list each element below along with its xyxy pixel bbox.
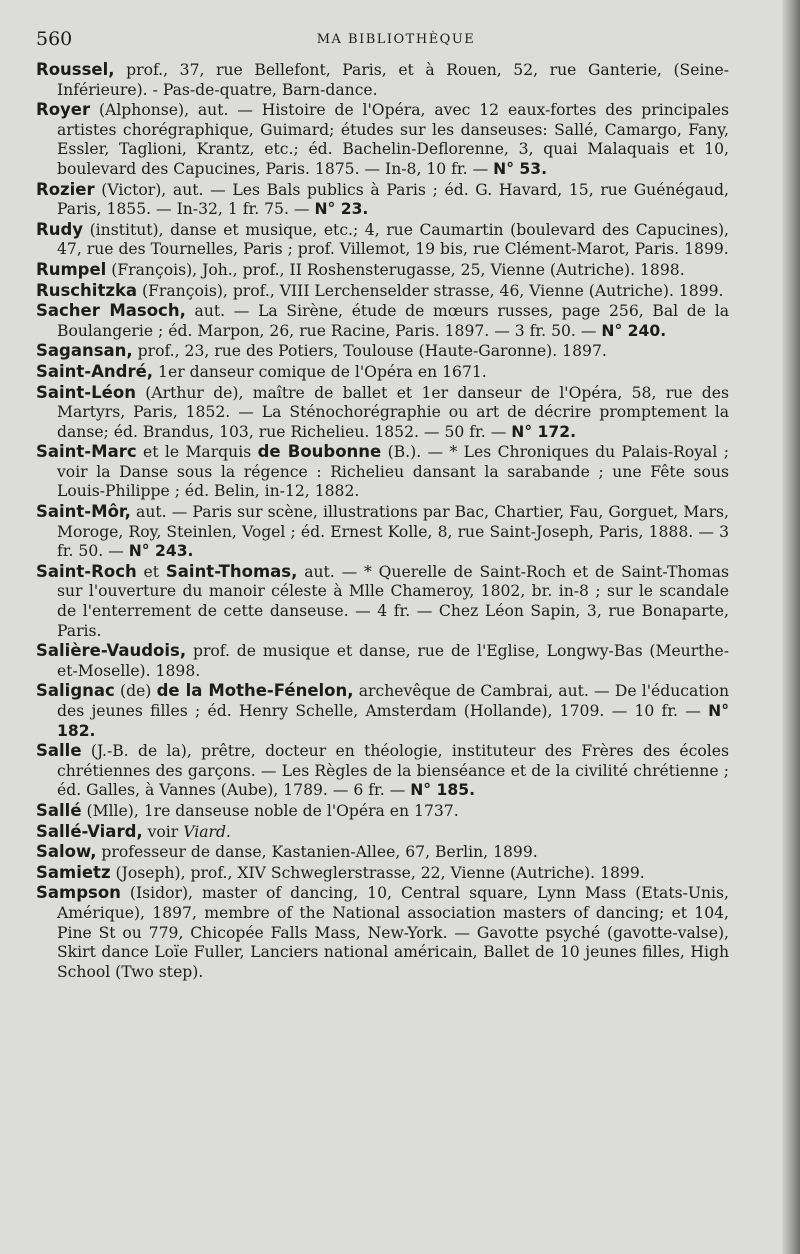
entry-headword-secondary: de la Mothe-Fénelon, bbox=[156, 681, 354, 701]
directory-entry bbox=[36, 883, 729, 982]
entry-text: prof., 23, rue des Potiers, Toulouse (Haute-Garonne). 1897. bbox=[132, 342, 607, 361]
entry-text: (J.-B. de la), prêtre, docteur en théologie, instituteur des Frères des écoles chrétiennes des garçons. — Les Règles de la bienséance et de la civilité chrétienne ; éd. Galles, à Vannes (Aube), 1789. — 6 fr. — bbox=[57, 742, 729, 800]
page-header bbox=[36, 28, 756, 52]
entry-headword: Saint-Roch bbox=[36, 561, 137, 581]
directory-entry bbox=[36, 60, 729, 100]
directory-entry bbox=[36, 260, 729, 281]
entry-catalog-number: N° 185. bbox=[410, 781, 476, 800]
entry-headword: Salow, bbox=[36, 842, 97, 862]
directory-entry bbox=[36, 383, 729, 443]
directory-entry bbox=[36, 502, 729, 562]
entry-text: voir bbox=[142, 822, 184, 841]
entry-headword: Sallé-Viard, bbox=[36, 821, 143, 841]
directory-entries bbox=[36, 60, 729, 982]
entry-text: (François), Joh., prof., II Roshensterugasse, 25, Vienne (Autriche). 1898. bbox=[106, 260, 685, 279]
entry-headword: Ruschitzka bbox=[36, 280, 138, 300]
entry-text: professeur de danse, Kastanien-Allee, 67, Berlin, 1899. bbox=[96, 843, 538, 862]
entry-text: prof., 37, rue Bellefont, Paris, et à Rouen, 52, rue Ganterie, (Seine-Inférieure). - Pas-de-quatre, Barn-dance. bbox=[57, 61, 729, 99]
entry-catalog-number: N° 182. bbox=[57, 702, 729, 740]
entry-headword: Rozier bbox=[36, 179, 95, 199]
entry-headword: Sallé bbox=[36, 800, 82, 820]
entry-headword: Royer bbox=[36, 100, 91, 120]
entry-text: aut. — Paris sur scène, illustrations par Bac, Chartier, Fau, Gorguet, Mars, Moroge, Roy, Steinlen, Vogel ; éd. Ernest Kolle, 8, rue Saint-Joseph, Paris, 1888. — 3 fr. 50. — bbox=[57, 503, 729, 561]
directory-entry bbox=[36, 641, 729, 681]
directory-entry bbox=[36, 341, 729, 362]
entry-headword: Sagansan, bbox=[36, 341, 133, 361]
entry-text: prof. de musique et danse, rue de l'Eglise, Longwy-Bas (Meurthe-et-Moselle). 1898. bbox=[57, 642, 729, 680]
entry-headword: Salière-Vaudois, bbox=[36, 641, 187, 661]
entry-headword: Samietz bbox=[36, 862, 111, 882]
directory-entry bbox=[36, 822, 729, 843]
entry-text: 1er danseur comique de l'Opéra en 1671. bbox=[153, 362, 487, 381]
entry-text: et le Marquis bbox=[136, 443, 258, 462]
directory-entry bbox=[36, 220, 729, 260]
entry-text: (Alphonse), aut. — Histoire de l'Opéra, avec 12 eaux-fortes des principales artistes chorégraphique, Guimard; études sur les danseuses: Sallé, Camargo, Fany, Essler, Taglioni, Krantz, etc.; éd. Bachelin-Deflorenne, 3, quai Malaquais et 10, boulevard des Capucines, Paris. 1875. — In-8, 10 fr. — bbox=[57, 101, 729, 178]
entry-headword: Salignac bbox=[36, 681, 115, 701]
directory-entry bbox=[36, 681, 729, 741]
directory-entry bbox=[36, 442, 729, 502]
directory-entry bbox=[36, 842, 729, 863]
entry-headword: Saint-Môr, bbox=[36, 502, 131, 522]
entry-catalog-number: N° 172. bbox=[511, 422, 577, 441]
entry-headword-secondary: Saint-Thomas, bbox=[165, 561, 298, 581]
entry-headword: Roussel, bbox=[36, 60, 115, 79]
entry-text: (Mlle), 1re danseuse noble de l'Opéra en 1737. bbox=[81, 801, 459, 820]
entry-headword: Sampson bbox=[36, 883, 121, 903]
page-gutter-shadow bbox=[782, 0, 800, 1254]
entry-text: et bbox=[136, 562, 166, 581]
entry-text: (Victor), aut. — Les Bals publics à Paris ; éd. G. Havard, 15, rue Guénégaud, Paris, 1855. — In-32, 1 fr. 75. — bbox=[57, 180, 729, 219]
entry-text: (François), prof., VIII Lerchenselder strasse, 46, Vienne (Autriche). 1899. bbox=[137, 281, 724, 300]
directory-entry bbox=[36, 362, 729, 383]
entry-text: (institut), danse et musique, etc.; 4, rue Caumartin (boulevard des Capucines), 47, rue des Tournelles, Paris ; prof. Villemot, 19 bis, rue Clément-Marot, Paris. 1899. bbox=[57, 220, 729, 259]
entry-catalog-number: N° 240. bbox=[601, 321, 667, 340]
entry-catalog-number: N° 53. bbox=[493, 159, 548, 178]
entry-text: archevêque de Cambrai, aut. — De l'éducation des jeunes filles ; éd. Henry Schelle, Amsterdam (Hollande), 1709. — 10 fr. — bbox=[57, 682, 729, 720]
entry-headword: Rudy bbox=[36, 219, 84, 239]
entry-text: (de) bbox=[114, 682, 157, 701]
entry-headword: Saint-Marc bbox=[36, 442, 137, 462]
entry-text: (Arthur de), maître de ballet et 1er danseur de l'Opéra, 58, rue des Martyrs, Paris, 1852. — La Sténochorégraphie ou art de décrire promptement la danse; éd. Brandus, 103, rue Richelieu. 1852. — 50 fr. — bbox=[57, 383, 729, 441]
entry-cross-reference: Viard. bbox=[183, 822, 231, 841]
directory-entry bbox=[36, 562, 729, 641]
entry-text: aut. — La Sirène, étude de mœurs russes, page 256, Bal de la Boulangerie ; éd. Marpon, 26, rue Racine, Paris. 1897. — 3 fr. 50. — bbox=[57, 302, 729, 340]
entry-headword-secondary: de Boubonne bbox=[257, 442, 382, 462]
directory-entry bbox=[36, 741, 729, 801]
directory-entry bbox=[36, 301, 729, 341]
entry-headword: Salle bbox=[36, 741, 82, 761]
entry-headword: Saint-André, bbox=[36, 361, 154, 381]
entry-text: (Isidor), master of dancing, 10, Central square, Lynn Mass (Etats-Unis, Amérique), 1897, membre of the National association masters of dancing; et 104, Pine St ou 779, Chicopée Falls Mass, New-York. — Gavotte psyché (gavotte-valse), Skirt dance Loïe Fuller, Lanciers national américain, Ballet de 10 jeunes filles, High School (Two step). bbox=[57, 884, 729, 981]
directory-entry bbox=[36, 100, 729, 179]
directory-entry bbox=[36, 180, 729, 220]
directory-entry bbox=[36, 801, 729, 822]
running-title: MA BIBLIOTHÈQUE bbox=[316, 32, 476, 47]
directory-entry bbox=[36, 281, 729, 302]
entry-headword: Rumpel bbox=[36, 259, 107, 279]
entry-text: (B.). — * Les Chroniques du Palais-Royal ; voir la Danse sous la régence : Richelieu dansant la sarabande ; une Fête sous Louis-Philippe ; éd. Belin, in-12, 1882. bbox=[57, 443, 729, 501]
entry-headword: Saint-Léon bbox=[36, 382, 136, 402]
directory-entry bbox=[36, 863, 729, 884]
entry-catalog-number: N° 23. bbox=[314, 200, 369, 219]
entry-text: aut. — * Querelle de Saint-Roch et de Saint-Thomas sur l'ouverture du manoir céleste à Mlle Chameroy, 1802, br. in-8 ; sur le scandale de l'enterrement de cette danseuse. — 4 fr. — Chez Léon Sapin, 3, rue Bonaparte, Paris. bbox=[57, 562, 729, 640]
entry-headword: Sacher Masoch, bbox=[36, 301, 186, 321]
entry-catalog-number: N° 243. bbox=[128, 542, 194, 561]
page-number: 560 bbox=[36, 28, 73, 50]
entry-text: (Joseph), prof., XIV Schweglerstrasse, 22, Vienne (Autriche). 1899. bbox=[110, 863, 645, 882]
